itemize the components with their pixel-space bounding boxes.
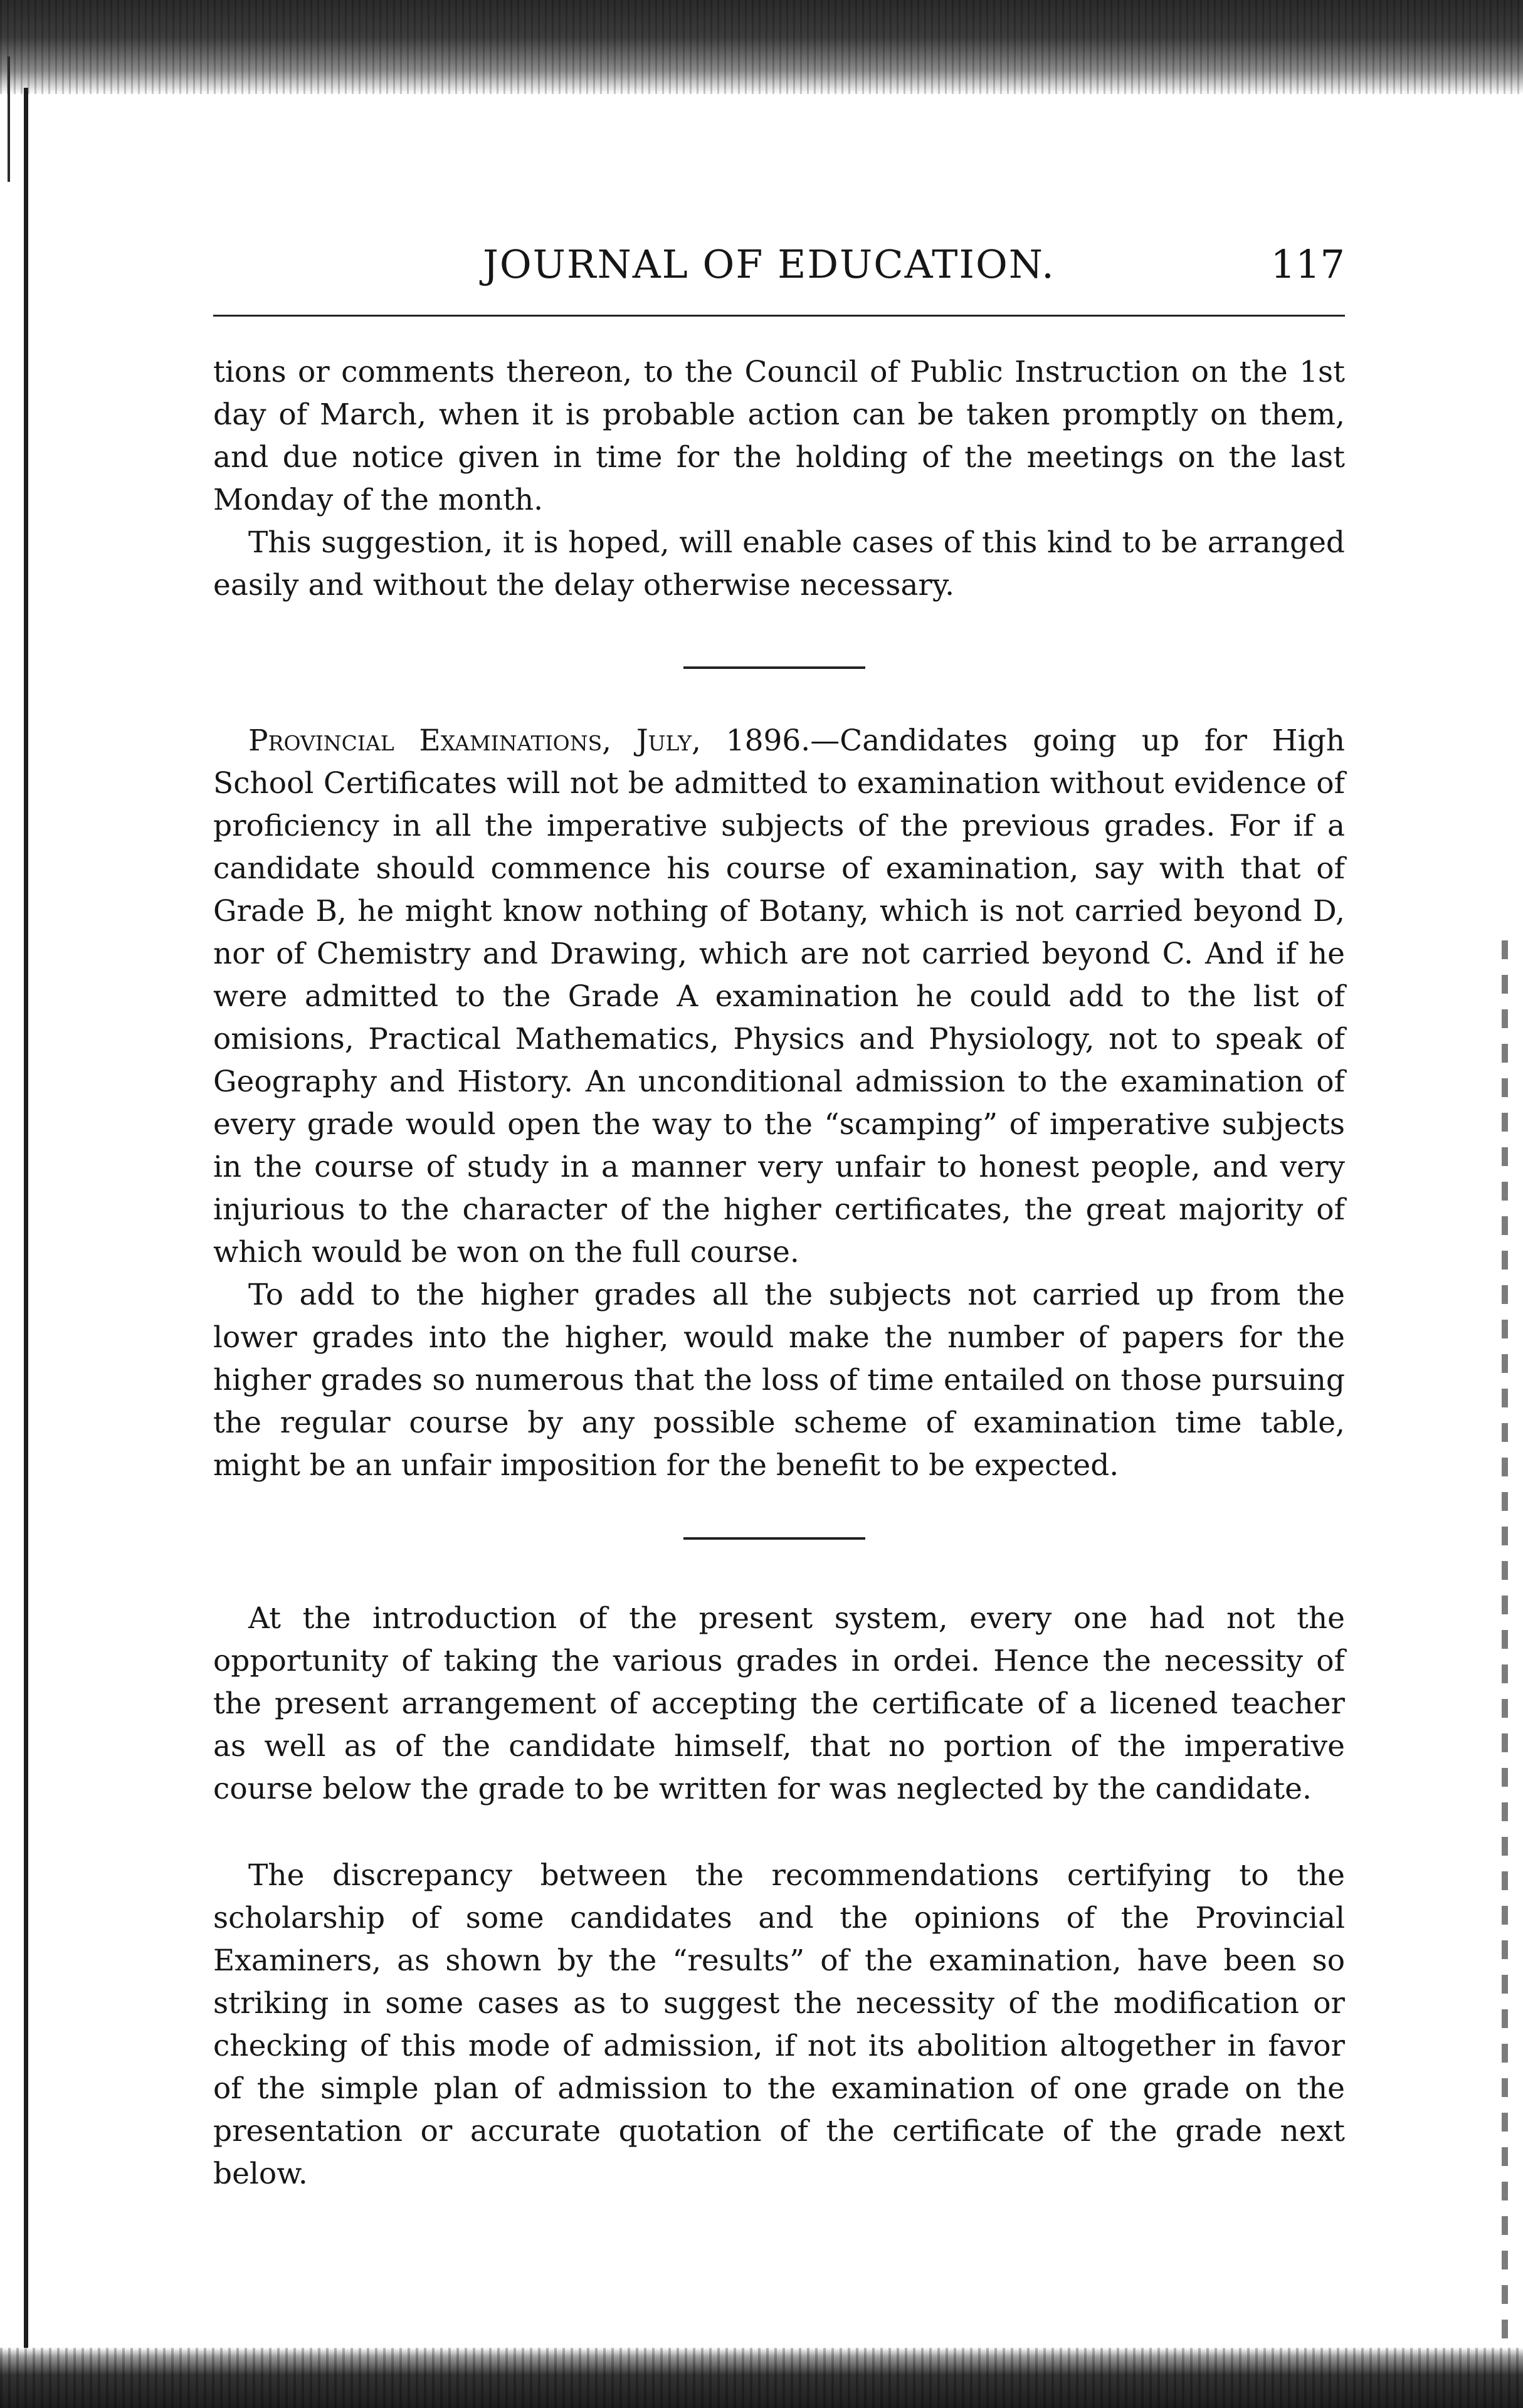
page-number: 117 <box>1270 241 1345 287</box>
scan-left-edge <box>24 88 28 2357</box>
paragraph-higher-grades: To add to the higher grades all the subjects not carried up from the lower grades into the higher, would make the number of papers for the higher grades so numerous that the loss of time entailed on those pursuing the regular course by any possible scheme of examination time table, might be an unfair imposition for the benefit to be expected. <box>213 1278 1345 1483</box>
section-separator <box>683 666 865 669</box>
paragraph-body: —Candidates going up for High School Certificates will not be admitted to examination without evidence of proficiency in all the imperative subjects of the previous grades. For if a candidate should commence his course of examination, say with that of Grade B, he might know nothing of Botany, which is not carried beyond D, nor of Chemistry and Drawing, which are not carried beyond C. And if he were admitted to the Grade A examination he could add to the list of omisions, Practical Mathematics, Physics and Physiology, not to speak of Geography and History. An unconditional admission to the examination of every grade would open the way to the “scamping” of imperative subjects in the course of study in a manner very unfair to honest people, and very injurious to the character of the higher certificates, the great majority of which would be won on the full course. <box>213 723 1345 1270</box>
paragraph-introduction: At the introduction of the present system, every one had not the opportunity of taking the various grades in ordei. Hence the necessity of the present arrangement of accepting the certificate of a licened teacher as well as of the candidate himself, that no portion of the imperative course below the grade to be written for was neglected by the candidate. <box>213 1601 1345 1806</box>
scan-right-edge <box>1502 940 1508 2357</box>
scan-top-edge <box>0 0 1523 94</box>
section-heading: Provincial Examinations, July, 1896. <box>248 723 811 758</box>
paragraph-discrepancy: The discrepancy between the recommendations certifying to the scholarship of some candidates and the opinions of the Provincial Examiners, as shown by the “results” of the examination, have been so striking in some cases as to suggest the necessity of the modification or checking of this mode of admission, if not its abolition altogether in favor of the simple plan of admission to the examination of one grade on the presentation or accurate quotation of the certificate of the grade next below. <box>213 1858 1345 2191</box>
running-header <box>213 241 1345 298</box>
section-separator <box>683 1537 865 1540</box>
header-rule <box>213 315 1345 317</box>
scan-bottom-edge <box>0 2348 1523 2408</box>
paragraph-continuation: tions or comments thereon, to the Council of Public Instruction on the 1st day of March, when it is probable action can be taken promptly on them, and due notice given in time for the holding of the meetings on the last Monday of the month. <box>213 355 1345 517</box>
scan-left-mark <box>8 56 10 182</box>
paragraph-suggestion: This suggestion, it is hoped, will enable cases of this kind to be arranged easily and without the delay otherwise necessary. <box>213 525 1345 602</box>
paragraph-provincial-examinations <box>213 720 1345 1274</box>
journal-title: JOURNAL OF EDUCATION. <box>483 241 1055 287</box>
